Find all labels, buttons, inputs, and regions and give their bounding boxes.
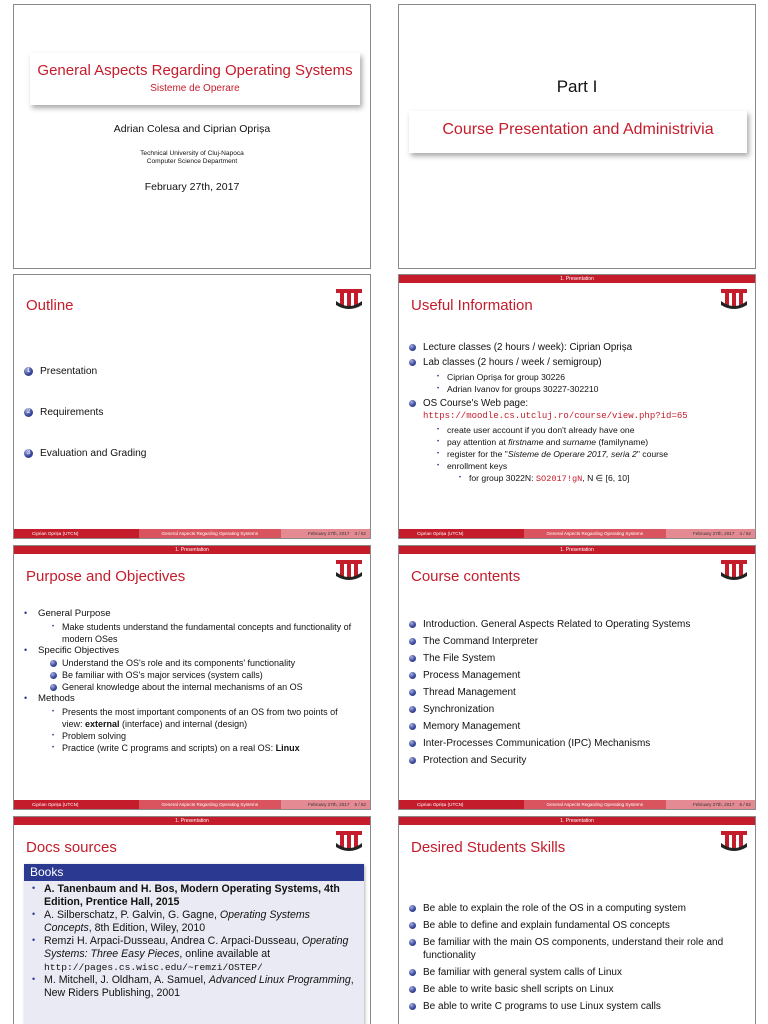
bullet-icon: • <box>24 644 28 655</box>
section-header: 1. Presentation <box>399 817 755 825</box>
book-url[interactable]: http://pages.cs.wisc.edu/~remzi/OSTEP/ <box>44 962 263 973</box>
bullet-icon: • <box>437 374 440 380</box>
content-item: The Command Interpreter <box>423 636 539 647</box>
section-header: 1. Presentation <box>399 275 755 283</box>
footer-title: General Aspects Regarding Operating Systems <box>139 529 281 538</box>
enrollment-key: SO2017!gN <box>535 474 583 484</box>
bullet-icon <box>409 344 416 351</box>
book-item: A. Tanenbaum and H. Bos, Modern Operating Systems, 4th Edition, Prentice Hall, 2015 <box>44 883 340 908</box>
page-number: 3 / 62 <box>354 531 366 536</box>
footer-date: February 27th, 2017 <box>693 531 735 536</box>
bullet-icon: • <box>437 463 440 469</box>
web-item-text: surname <box>562 437 597 447</box>
objective-item: General knowledge about the internal mechanisms of an OS <box>62 682 303 692</box>
footer-date-page <box>666 529 755 538</box>
slide-purpose-objectives <box>13 545 371 810</box>
slide-title <box>13 4 371 269</box>
section-header: 1. Presentation <box>399 546 755 554</box>
slide-useful-information <box>398 274 756 539</box>
slide-docs-sources <box>13 816 371 1024</box>
skills-list <box>409 902 745 1017</box>
bullet-icon <box>409 939 416 946</box>
objective-item: Be familiar with OS's major services (system calls) <box>62 670 263 680</box>
slide-title: Desired Students Skills <box>411 839 566 856</box>
method-text: external <box>85 718 120 729</box>
content-item: Process Management <box>423 670 521 681</box>
bullet-icon: • <box>32 883 36 893</box>
utcn-logo <box>719 829 749 851</box>
bullet-icon <box>409 655 416 662</box>
section-header: 1. Presentation <box>14 546 370 554</box>
specific-objectives: Specific Objectives <box>38 644 120 656</box>
web-item-text: register for the " <box>447 449 508 459</box>
bullet-icon: • <box>52 744 55 751</box>
presentation-date: February 27th, 2017 <box>144 181 240 193</box>
slide-title: Purpose and Objectives <box>26 568 186 585</box>
page-number: 4 / 62 <box>739 531 751 536</box>
outline-item-label: Presentation <box>40 366 98 377</box>
objective-item: Understand the OS's role and its components' functionality <box>62 658 296 668</box>
bullet-icon <box>409 359 416 366</box>
skill-item: Be able to write basic shell scripts on Linux <box>423 984 614 995</box>
bullet-icon <box>50 672 57 679</box>
content-item: Synchronization <box>423 704 495 715</box>
method-text: (interface) and internal (design) <box>119 718 248 729</box>
outline-item-label: Requirements <box>40 407 104 418</box>
footer-author: Ciprian Oprișa (UTCN) <box>14 800 139 809</box>
footer-title: General Aspects Regarding Operating Systems <box>524 800 666 809</box>
outline-item[interactable] <box>24 447 360 488</box>
page-number: 6 / 62 <box>739 802 751 807</box>
info-list <box>409 341 745 485</box>
authors: Adrian Colesa and Ciprian Oprișa <box>113 123 271 135</box>
books-block-title: Books <box>24 864 364 881</box>
web-item-text: (familyname) <box>596 437 649 447</box>
web-item-text: firstname <box>508 437 544 447</box>
lab-info: Lab classes (2 hours / week / semigroup) <box>423 357 602 368</box>
presentation-title: General Aspects Regarding Operating Systems <box>37 62 353 79</box>
utcn-logo <box>334 558 364 580</box>
bullet-icon <box>409 689 416 696</box>
contents-list <box>409 616 745 769</box>
content-item: Introduction. General Aspects Related to Operating Systems <box>423 619 691 630</box>
book-text: Advanced Linux Programming <box>208 974 351 986</box>
book-text: , online available at <box>179 948 271 960</box>
web-item-text: enrollment keys <box>447 461 508 471</box>
footer-title: General Aspects Regarding Operating Systems <box>524 529 666 538</box>
footer-author: Ciprian Oprișa (UTCN) <box>399 529 524 538</box>
section-header: 1. Presentation <box>14 817 370 825</box>
bullet-icon <box>50 660 57 667</box>
bullet-icon: • <box>32 909 36 919</box>
skill-item: Be familiar with the main OS components, understand their role and functionality <box>423 937 724 961</box>
number-badge: 3 <box>24 449 33 458</box>
content-item: Protection and Security <box>423 755 527 766</box>
book-text: , 8th Edition, Wiley, 2010 <box>88 922 206 934</box>
bullet-icon <box>409 638 416 645</box>
lab-item: Ciprian Oprișa for group 30226 <box>447 372 565 382</box>
slide-course-contents <box>398 545 756 810</box>
slide-footer <box>399 529 755 538</box>
utcn-logo <box>719 558 749 580</box>
bullet-icon: • <box>437 427 440 433</box>
content-item: Inter-Processes Communication (IPC) Mechanisms <box>423 738 651 749</box>
books-block <box>24 864 364 1024</box>
footer-date: February 27th, 2017 <box>308 802 350 807</box>
footer-author: Ciprian Oprișa (UTCN) <box>14 529 139 538</box>
bullet-icon: • <box>437 386 440 392</box>
bullet-icon <box>409 757 416 764</box>
bullet-icon: • <box>459 475 462 481</box>
general-purpose: General Purpose <box>38 608 111 619</box>
bullet-icon: • <box>52 623 55 630</box>
web-label: OS Course's Web page: <box>423 398 529 409</box>
web-item: create user account if you don't already have one <box>447 425 635 435</box>
bullet-icon: • <box>24 693 28 703</box>
number-badge: 1 <box>24 367 33 376</box>
book-text: , New Riders Publishing, 2001 <box>44 974 354 999</box>
bullet-icon <box>409 706 416 713</box>
outline-item[interactable] <box>24 365 360 406</box>
method-text: Linux <box>275 742 300 753</box>
content-item: Memory Management <box>423 721 521 732</box>
bullet-icon <box>409 905 416 912</box>
footer-title: General Aspects Regarding Operating Systems <box>139 800 281 809</box>
bullet-icon <box>409 986 416 993</box>
slide-title: Docs sources <box>26 839 117 856</box>
skill-item: Be able to define and explain fundamental OS concepts <box>423 920 670 931</box>
page-number: 5 / 62 <box>354 802 366 807</box>
method-text: Presents the most important components of an OS from two points of view: <box>62 706 338 729</box>
utcn-logo <box>334 287 364 309</box>
footer-date-page <box>666 800 755 809</box>
book-text: A. Silberschatz, P. Galvin, G. Gagne, <box>44 909 220 921</box>
outline-list <box>24 365 360 488</box>
bullet-icon: • <box>437 451 440 457</box>
utcn-logo <box>719 287 749 309</box>
bullet-icon <box>409 621 416 628</box>
slide-footer <box>399 800 755 809</box>
footer-date: February 27th, 2017 <box>308 531 350 536</box>
outline-item-label: Evaluation and Grading <box>40 448 147 459</box>
part-title-block <box>409 111 747 153</box>
institution: Technical University of Cluj-Napoca <box>140 150 244 157</box>
bullet-icon <box>409 740 416 747</box>
bullet-icon <box>409 400 416 407</box>
title-block <box>30 53 360 105</box>
part-title: Course Presentation and Administrivia <box>442 121 714 138</box>
book-text: Operating Systems Concepts <box>44 909 310 934</box>
bullet-icon: • <box>52 708 55 715</box>
books-list <box>24 881 364 1024</box>
bullet-icon <box>409 723 416 730</box>
utcn-logo <box>334 829 364 851</box>
slide-title: Useful Information <box>411 297 533 314</box>
bullet-icon <box>409 1003 416 1010</box>
number-badge: 2 <box>24 408 33 417</box>
skill-item: Be able to explain the role of the OS in a computing system <box>423 903 686 914</box>
slide-title: Course contents <box>411 568 521 585</box>
slide-title: Outline <box>26 297 74 314</box>
book-text: Remzi H. Arpaci-Dusseau, Andrea C. Arpaci-Dusseau, <box>44 935 302 947</box>
method-text: Problem solving <box>62 730 127 741</box>
lecture-info: Lecture classes (2 hours / week): Ciprian Oprișa <box>423 342 633 353</box>
slide-footer <box>14 800 370 809</box>
part-label: Part I <box>556 77 598 96</box>
web-item-text: " course <box>636 449 669 459</box>
footer-date: February 27th, 2017 <box>693 802 735 807</box>
content-item: The File System <box>423 653 496 664</box>
key-text: for group 3022N: <box>469 473 536 483</box>
book-text: Operating Systems: Three Easy Pieces <box>44 935 349 960</box>
footer-date-page <box>281 529 370 538</box>
slide-footer <box>14 529 370 538</box>
lab-item: Adrian Ivanov for groups 30227-302210 <box>447 384 599 394</box>
skill-item: Be familiar with general system calls of Linux <box>423 967 622 978</box>
bullet-icon <box>409 672 416 679</box>
content-item: Thread Management <box>423 687 516 698</box>
footer-author: Ciprian Oprișa (UTCN) <box>399 800 524 809</box>
skill-item: Be able to write C programs to use Linux system calls <box>423 1001 661 1012</box>
bullet-icon: • <box>52 732 55 739</box>
methods: Methods <box>38 693 75 704</box>
department: Computer Science Department <box>146 158 238 165</box>
course-web-link[interactable]: https://moodle.cs.utcluj.ro/course/view.php?id=65 <box>423 411 688 421</box>
bullet-icon: • <box>437 439 440 445</box>
bullet-icon <box>50 684 57 691</box>
web-item-text: and <box>543 437 563 447</box>
key-text: , N ∈ [6, 10] <box>582 473 630 483</box>
general-purpose-item: Make students understand the fundamental concepts and functionality of modern OSes <box>62 621 352 644</box>
bullet-icon: • <box>32 974 36 984</box>
bullet-icon <box>409 922 416 929</box>
objectives-list <box>24 608 360 754</box>
book-text: M. Mitchell, J. Oldham, A. Samuel, <box>44 974 209 986</box>
bullet-icon <box>409 969 416 976</box>
web-item-text: Sisteme de Operare 2017, seria 2 <box>507 449 637 459</box>
bullet-icon: • <box>32 935 36 945</box>
slide-desired-skills <box>398 816 756 1024</box>
bullet-icon: • <box>24 608 28 618</box>
footer-date-page <box>281 800 370 809</box>
method-text: Practice (write C programs and scripts) on a real OS: <box>62 742 276 753</box>
slide-part <box>398 4 756 269</box>
web-item-text: pay attention at <box>447 437 509 447</box>
slide-outline <box>13 274 371 539</box>
outline-item[interactable] <box>24 406 360 447</box>
presentation-subtitle: Sisteme de Operare <box>150 83 240 94</box>
